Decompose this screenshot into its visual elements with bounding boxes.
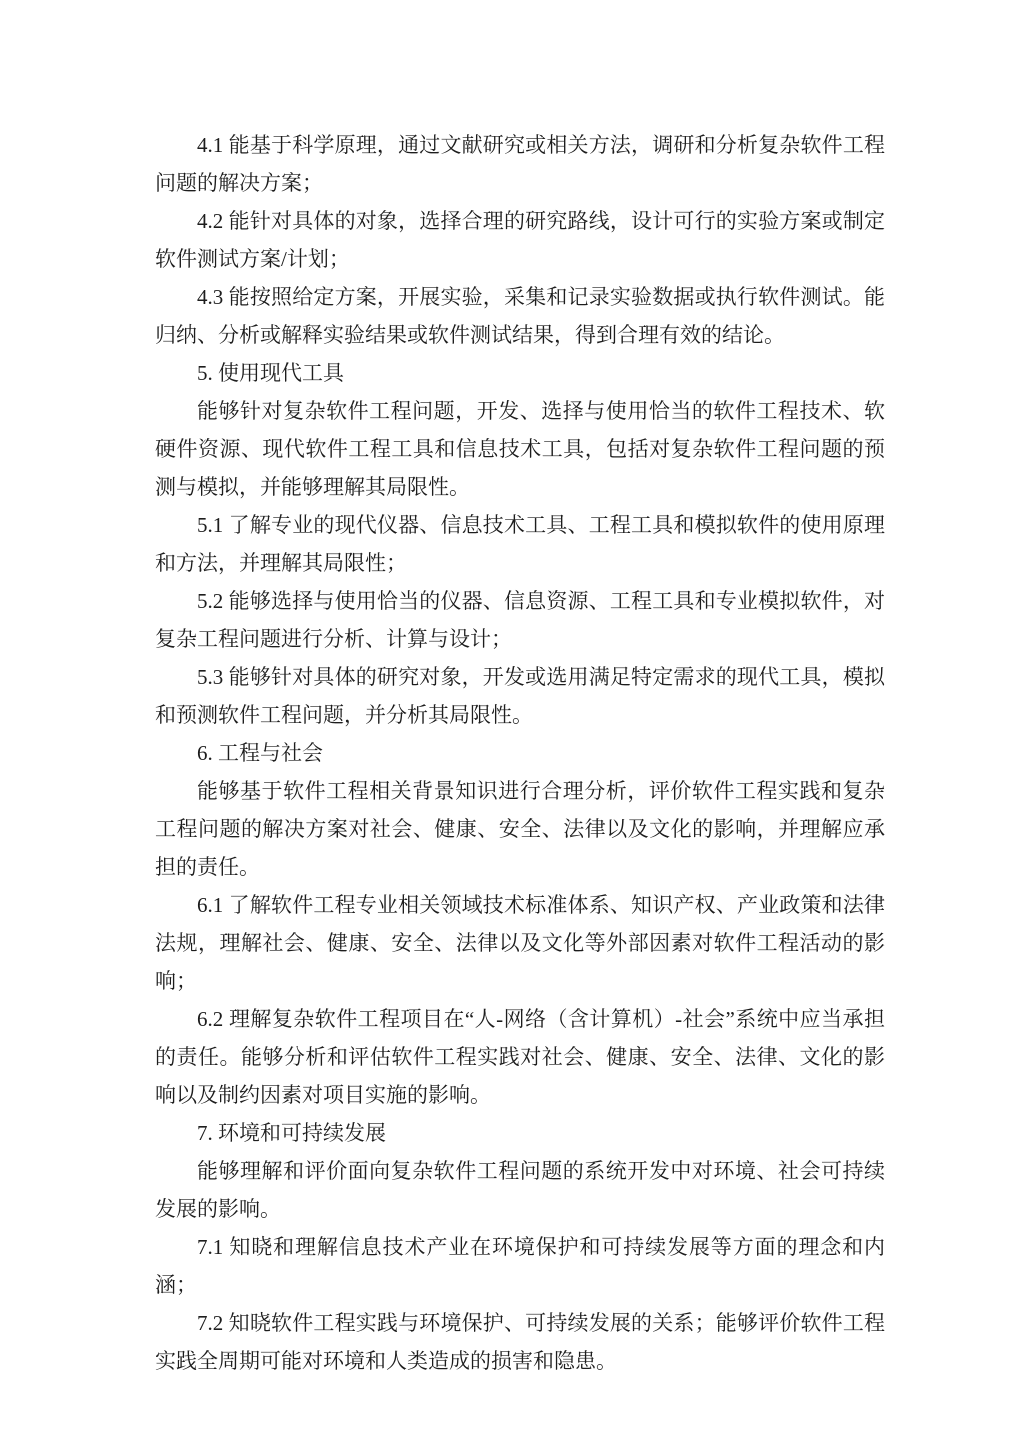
paragraph-5-intro: 能够针对复杂软件工程问题，开发、选择与使用恰当的软件工程技术、软硬件资源、现代软件工程工具和信息技术工具，包括对复杂软件工程问题的预测与模拟，并能够理解其局限性。: [155, 399, 885, 499]
document-body: [155, 126, 885, 1380]
paragraph-7-2: 7.2 知晓软件工程实践与环境保护、可持续发展的关系；能够评价软件工程实践全周期可能对环境和人类造成的损害和隐患。: [155, 1311, 885, 1373]
paragraph-7-1: 7.1 知晓和理解信息技术产业在环境保护和可持续发展等方面的理念和内涵；: [155, 1235, 885, 1297]
section-heading-7: 7. 环境和可持续发展: [197, 1121, 386, 1145]
paragraph-4-3: 4.3 能按照给定方案，开展实验，采集和记录实验数据或执行软件测试。能归纳、分析或解释实验结果或软件测试结果，得到合理有效的结论。: [155, 285, 885, 347]
section-heading-6: 6. 工程与社会: [197, 741, 323, 765]
paragraph-6-1: 6.1 了解软件工程专业相关领域技术标准体系、知识产权、产业政策和法律法规，理解社会、健康、安全、法律以及文化等外部因素对软件工程活动的影响；: [155, 893, 885, 993]
paragraph-5-2: 5.2 能够选择与使用恰当的仪器、信息资源、工程工具和专业模拟软件，对复杂工程问题进行分析、计算与设计；: [155, 589, 885, 651]
paragraph-5-1: 5.1 了解专业的现代仪器、信息技术工具、工程工具和模拟软件的使用原理和方法，并理解其局限性；: [155, 513, 885, 575]
paragraph-5-3: 5.3 能够针对具体的研究对象，开发或选用满足特定需求的现代工具，模拟和预测软件工程问题，并分析其局限性。: [155, 665, 885, 727]
paragraph-4-2: 4.2 能针对具体的对象，选择合理的研究路线，设计可行的实验方案或制定软件测试方案/计划；: [155, 209, 885, 271]
paragraph-7-intro: 能够理解和评价面向复杂软件工程问题的系统开发中对环境、社会可持续发展的影响。: [155, 1159, 885, 1221]
paragraph-4-1: 4.1 能基于科学原理，通过文献研究或相关方法，调研和分析复杂软件工程问题的解决方案；: [155, 133, 885, 195]
paragraph-6-intro: 能够基于软件工程相关背景知识进行合理分析，评价软件工程实践和复杂工程问题的解决方案对社会、健康、安全、法律以及文化的影响，并理解应承担的责任。: [155, 779, 885, 879]
section-heading-5: 5. 使用现代工具: [197, 361, 344, 385]
paragraph-6-2: 6.2 理解复杂软件工程项目在“人-网络（含计算机）-社会”系统中应当承担的责任。能够分析和评估软件工程实践对社会、健康、安全、法律、文化的影响以及制约因素对项目实施的影响。: [155, 1007, 885, 1107]
